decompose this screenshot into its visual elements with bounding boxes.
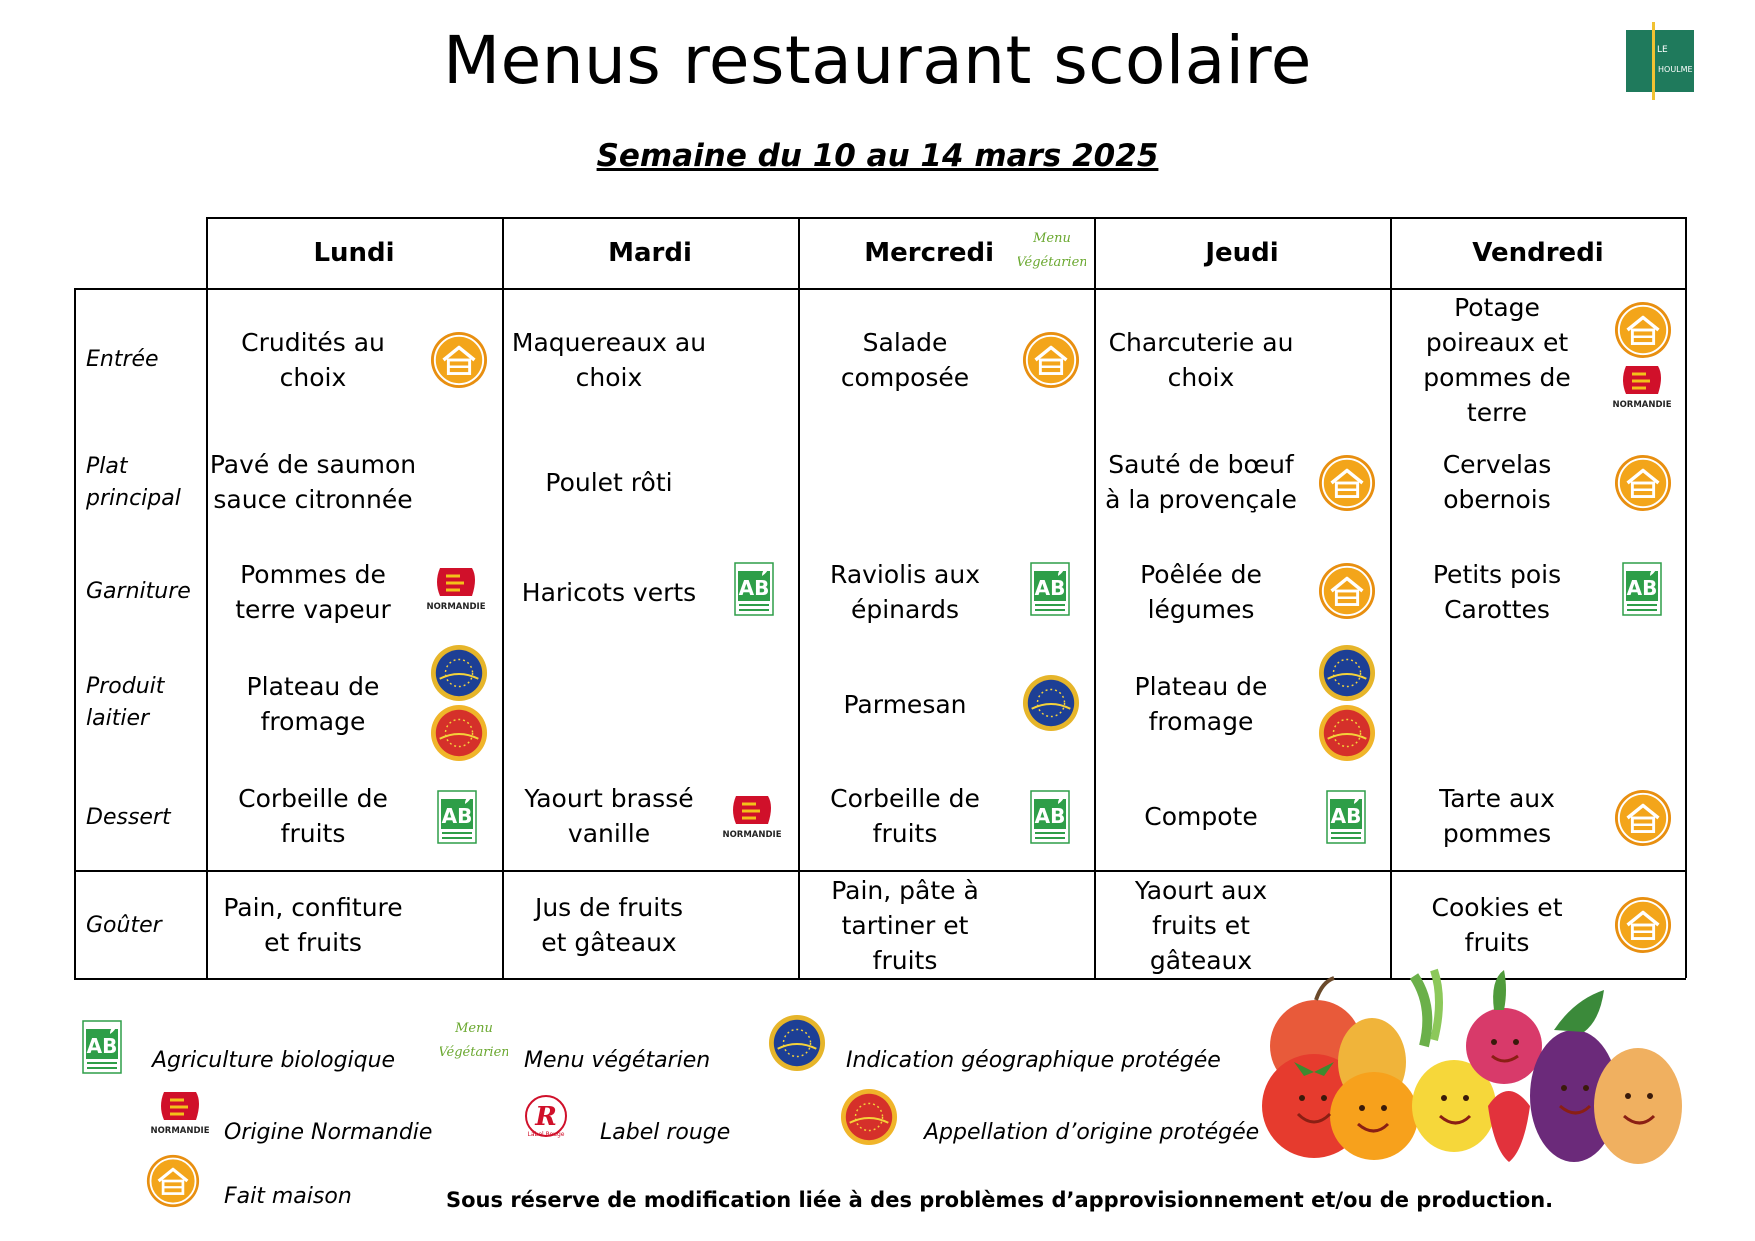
menu-item-text: choix	[279, 363, 347, 392]
menu-item-text: obernois	[1443, 485, 1551, 514]
svg-text:NORMANDIE: NORMANDIE	[150, 1126, 210, 1136]
menu-item-text: Maquereaux au	[511, 328, 707, 357]
menu-cell-mercredi-entree	[800, 290, 1010, 430]
menu-cell-jeudi-entree	[1096, 290, 1306, 430]
menu-item-text: et gâteaux	[541, 928, 677, 957]
menu-item-text: Plateau de	[1134, 672, 1268, 701]
menu-cell-lundi-laitier	[208, 650, 418, 758]
menu-item-text: Yaourt brassé	[524, 784, 694, 813]
menu-item-text: légumes	[1147, 595, 1255, 624]
day-header-mercredi: Mercredi	[864, 238, 994, 268]
igp-icon	[1318, 644, 1376, 702]
menu-item-text: terre	[1466, 398, 1528, 427]
svg-text:LE: LE	[1657, 45, 1668, 55]
row-label-produit-laitier: Produit laitier	[86, 674, 165, 731]
menu-item-text: Jus de fruits	[534, 893, 684, 922]
menu-item-text: Pain, pâte à	[831, 875, 979, 905]
menu-item-text: fruits et	[1152, 910, 1250, 940]
menu-item-text: Poêlée de	[1140, 560, 1262, 589]
svg-text:R: R	[535, 1102, 557, 1132]
menu-cell-mardi-dessert	[504, 764, 714, 868]
menu-item-text: choix	[575, 363, 643, 392]
menu-item-text: Pain, confiture	[223, 893, 403, 922]
menu-cell-lundi-gouter	[208, 872, 418, 978]
legend-normandie-icon	[150, 1090, 210, 1136]
menu-item-text: Yaourt aux	[1134, 875, 1268, 905]
menu-item-text: Petits pois	[1432, 560, 1562, 589]
legend-normandie-label: Origine Normandie	[224, 1120, 433, 1145]
menu-item-text: à la provençale	[1105, 485, 1297, 514]
menu-cell-mercredi-plat	[800, 432, 1010, 532]
svg-text:AB: AB	[1626, 576, 1658, 600]
row-label-garniture: Garniture	[86, 579, 191, 604]
menu-item-text: Sauté de bœuf	[1108, 450, 1294, 479]
menu-cell-vendredi-plat	[1392, 432, 1602, 532]
svg-text:Végétarien: Végétarien	[440, 1045, 508, 1060]
menu-cell-mercredi-garniture	[800, 540, 1010, 644]
menu-item-text: gâteaux	[1149, 945, 1253, 975]
week-subtitle: Semaine du 10 au 14 mars 2025	[596, 138, 1159, 174]
menu-item-text: Haricots verts	[521, 577, 697, 607]
menu-cell-jeudi-gouter	[1096, 872, 1306, 978]
row-label-dessert: Dessert	[86, 805, 171, 830]
day-header-jeudi: Jeudi	[1205, 238, 1279, 268]
menu-item-text: sauce citronnée	[213, 485, 413, 514]
menu-cell-mardi-plat	[504, 432, 714, 532]
menu-item-text: épinards	[850, 595, 960, 624]
day-header-mardi: Mardi	[608, 238, 692, 268]
menu-item-text: Tarte aux	[1439, 784, 1555, 813]
svg-text:Menu: Menu	[455, 1021, 493, 1036]
legend-vegetarien-label: Menu végétarien	[524, 1048, 711, 1073]
menu-item-text: Charcuterie au	[1108, 328, 1294, 357]
row-label-entree: Entrée	[86, 347, 159, 372]
fait-maison-icon	[1614, 896, 1672, 954]
menu-item-text: Salade	[862, 328, 948, 357]
svg-text:NORMANDIE: NORMANDIE	[1612, 400, 1672, 410]
houlme-logo	[1626, 22, 1694, 100]
legend-label-rouge-icon	[516, 1094, 576, 1138]
menu-item-text: Poulet rôti	[545, 467, 673, 497]
menu-item-text: Corbeille de	[830, 784, 980, 813]
normandie-origin-icon	[426, 566, 486, 612]
organic-ab-icon	[1622, 562, 1662, 616]
svg-text:AB: AB	[441, 804, 473, 828]
menu-item-text: Raviolis aux	[830, 560, 980, 589]
menu-item-text: pommes de	[1423, 363, 1571, 392]
row-label-gouter: Goûter	[86, 913, 162, 938]
menu-cell-mardi-laitier	[504, 650, 714, 758]
menu-item-text: Pavé de saumon	[209, 450, 417, 479]
svg-text:AB: AB	[1034, 576, 1066, 600]
menu-cell-lundi-plat	[208, 432, 418, 532]
fait-maison-icon	[1318, 454, 1376, 512]
menu-item-text: Parmesan	[843, 689, 967, 719]
table-line	[74, 288, 76, 978]
svg-text:Menu: Menu	[1033, 231, 1071, 246]
fait-maison-icon	[1614, 301, 1672, 359]
menu-item-text: Potage	[1454, 293, 1540, 322]
menu-cell-lundi-entree	[208, 290, 418, 430]
menu-cell-mardi-entree	[504, 290, 714, 430]
menu-item-text: Plateau de	[246, 672, 380, 701]
menu-item-text: fromage	[260, 707, 366, 736]
svg-text:AB: AB	[1034, 804, 1066, 828]
legend-fait-maison-label: Fait maison	[224, 1184, 352, 1209]
menu-cell-jeudi-plat	[1096, 432, 1306, 532]
fruits-vegetables-illustration	[1254, 966, 1686, 1166]
menu-cell-jeudi-laitier	[1096, 650, 1306, 758]
svg-text:Label Rouge: Label Rouge	[527, 1131, 565, 1138]
fait-maison-icon	[1022, 331, 1080, 389]
organic-ab-icon	[1030, 562, 1070, 616]
fait-maison-icon	[1614, 454, 1672, 512]
normandie-origin-icon	[722, 794, 782, 840]
menu-item-text: fromage	[1148, 707, 1254, 736]
menu-item-text: Carottes	[1444, 595, 1550, 624]
menu-cell-vendredi-dessert	[1392, 764, 1602, 868]
menu-item-text: composée	[840, 363, 970, 392]
menu-item-text: pommes	[1442, 819, 1552, 848]
menu-item-text: fruits	[1464, 928, 1530, 957]
menu-cell-vendredi-gouter	[1392, 872, 1602, 978]
row-label-plat: Plat principal	[86, 454, 181, 511]
menu-cell-jeudi-garniture	[1096, 540, 1306, 644]
menu-cell-vendredi-garniture	[1392, 540, 1602, 644]
igp-icon	[430, 644, 488, 702]
page-title: Menus restaurant scolaire	[443, 22, 1312, 99]
fait-maison-icon	[1614, 789, 1672, 847]
legend-igp-label: Indication géographique protégée	[846, 1048, 1221, 1073]
menu-cell-vendredi-entree	[1392, 290, 1602, 430]
menu-item-text: choix	[1167, 363, 1235, 392]
legend-vegetarian-icon	[440, 1016, 508, 1068]
legend-organic-ab-icon	[82, 1020, 122, 1074]
menu-cell-mercredi-laitier	[800, 650, 1010, 758]
organic-ab-icon	[437, 790, 477, 844]
menu-item-text: Compote	[1144, 801, 1258, 831]
menu-item-text: Cervelas	[1442, 450, 1552, 479]
menu-cell-lundi-dessert	[208, 764, 418, 868]
day-header-vendredi: Vendredi	[1472, 238, 1604, 268]
normandie-origin-icon	[1612, 364, 1672, 410]
menu-cell-mercredi-dessert	[800, 764, 1010, 868]
menu-cell-mardi-gouter	[504, 872, 714, 978]
legend-fait-maison-icon	[146, 1154, 200, 1208]
svg-text:AB: AB	[738, 576, 770, 600]
fait-maison-icon	[430, 331, 488, 389]
day-header-lundi: Lundi	[313, 238, 395, 268]
menu-item-text: Corbeille de	[238, 784, 388, 813]
menu-item-text: Pommes de	[240, 560, 386, 589]
vegetarian-menu-icon	[1018, 226, 1086, 278]
legend-aop-icon	[840, 1088, 898, 1146]
legend-aop-label: Appellation d’origine protégée	[924, 1120, 1260, 1145]
menu-item-text: fruits	[872, 819, 938, 848]
menu-item-text: vanille	[567, 819, 651, 848]
svg-text:AB: AB	[86, 1034, 118, 1058]
svg-text:NORMANDIE: NORMANDIE	[426, 602, 486, 612]
svg-text:AB: AB	[1330, 804, 1362, 828]
organic-ab-icon	[1326, 790, 1366, 844]
menu-item-text: Cookies et	[1431, 893, 1563, 922]
legend-bio-label: Agriculture biologique	[152, 1048, 396, 1073]
menu-cell-mardi-garniture	[504, 540, 714, 644]
svg-text:NORMANDIE: NORMANDIE	[722, 830, 782, 840]
menu-cell-jeudi-dessert	[1096, 764, 1306, 868]
menu-cell-mercredi-gouter	[800, 872, 1010, 978]
organic-ab-icon	[734, 562, 774, 616]
menu-cell-lundi-garniture	[208, 540, 418, 644]
menu-cell-vendredi-laitier	[1392, 650, 1602, 758]
legend-igp-icon	[768, 1014, 826, 1072]
svg-text:HOULME: HOULME	[1658, 65, 1693, 74]
menu-item-text: Crudités au	[241, 328, 385, 357]
svg-text:Végétarien: Végétarien	[1018, 255, 1086, 270]
legend-label-rouge-label: Label rouge	[600, 1120, 731, 1145]
fait-maison-icon	[1318, 562, 1376, 620]
menu-item-text: terre vapeur	[235, 595, 391, 624]
disclaimer-note: Sous réserve de modification liée à des problèmes d’approvisionnement et/ou de production.	[446, 1188, 1554, 1212]
table-line	[1685, 217, 1687, 978]
menu-item-text: poireaux et	[1425, 328, 1569, 357]
organic-ab-icon	[1030, 790, 1070, 844]
igp-icon	[1022, 674, 1080, 732]
menu-item-text: fruits	[280, 819, 346, 848]
aop-icon	[1318, 704, 1376, 762]
menu-item-text: et fruits	[264, 928, 362, 957]
menu-item-text: fruits	[872, 945, 938, 975]
aop-icon	[430, 704, 488, 762]
menu-item-text: tartiner et	[841, 910, 969, 940]
